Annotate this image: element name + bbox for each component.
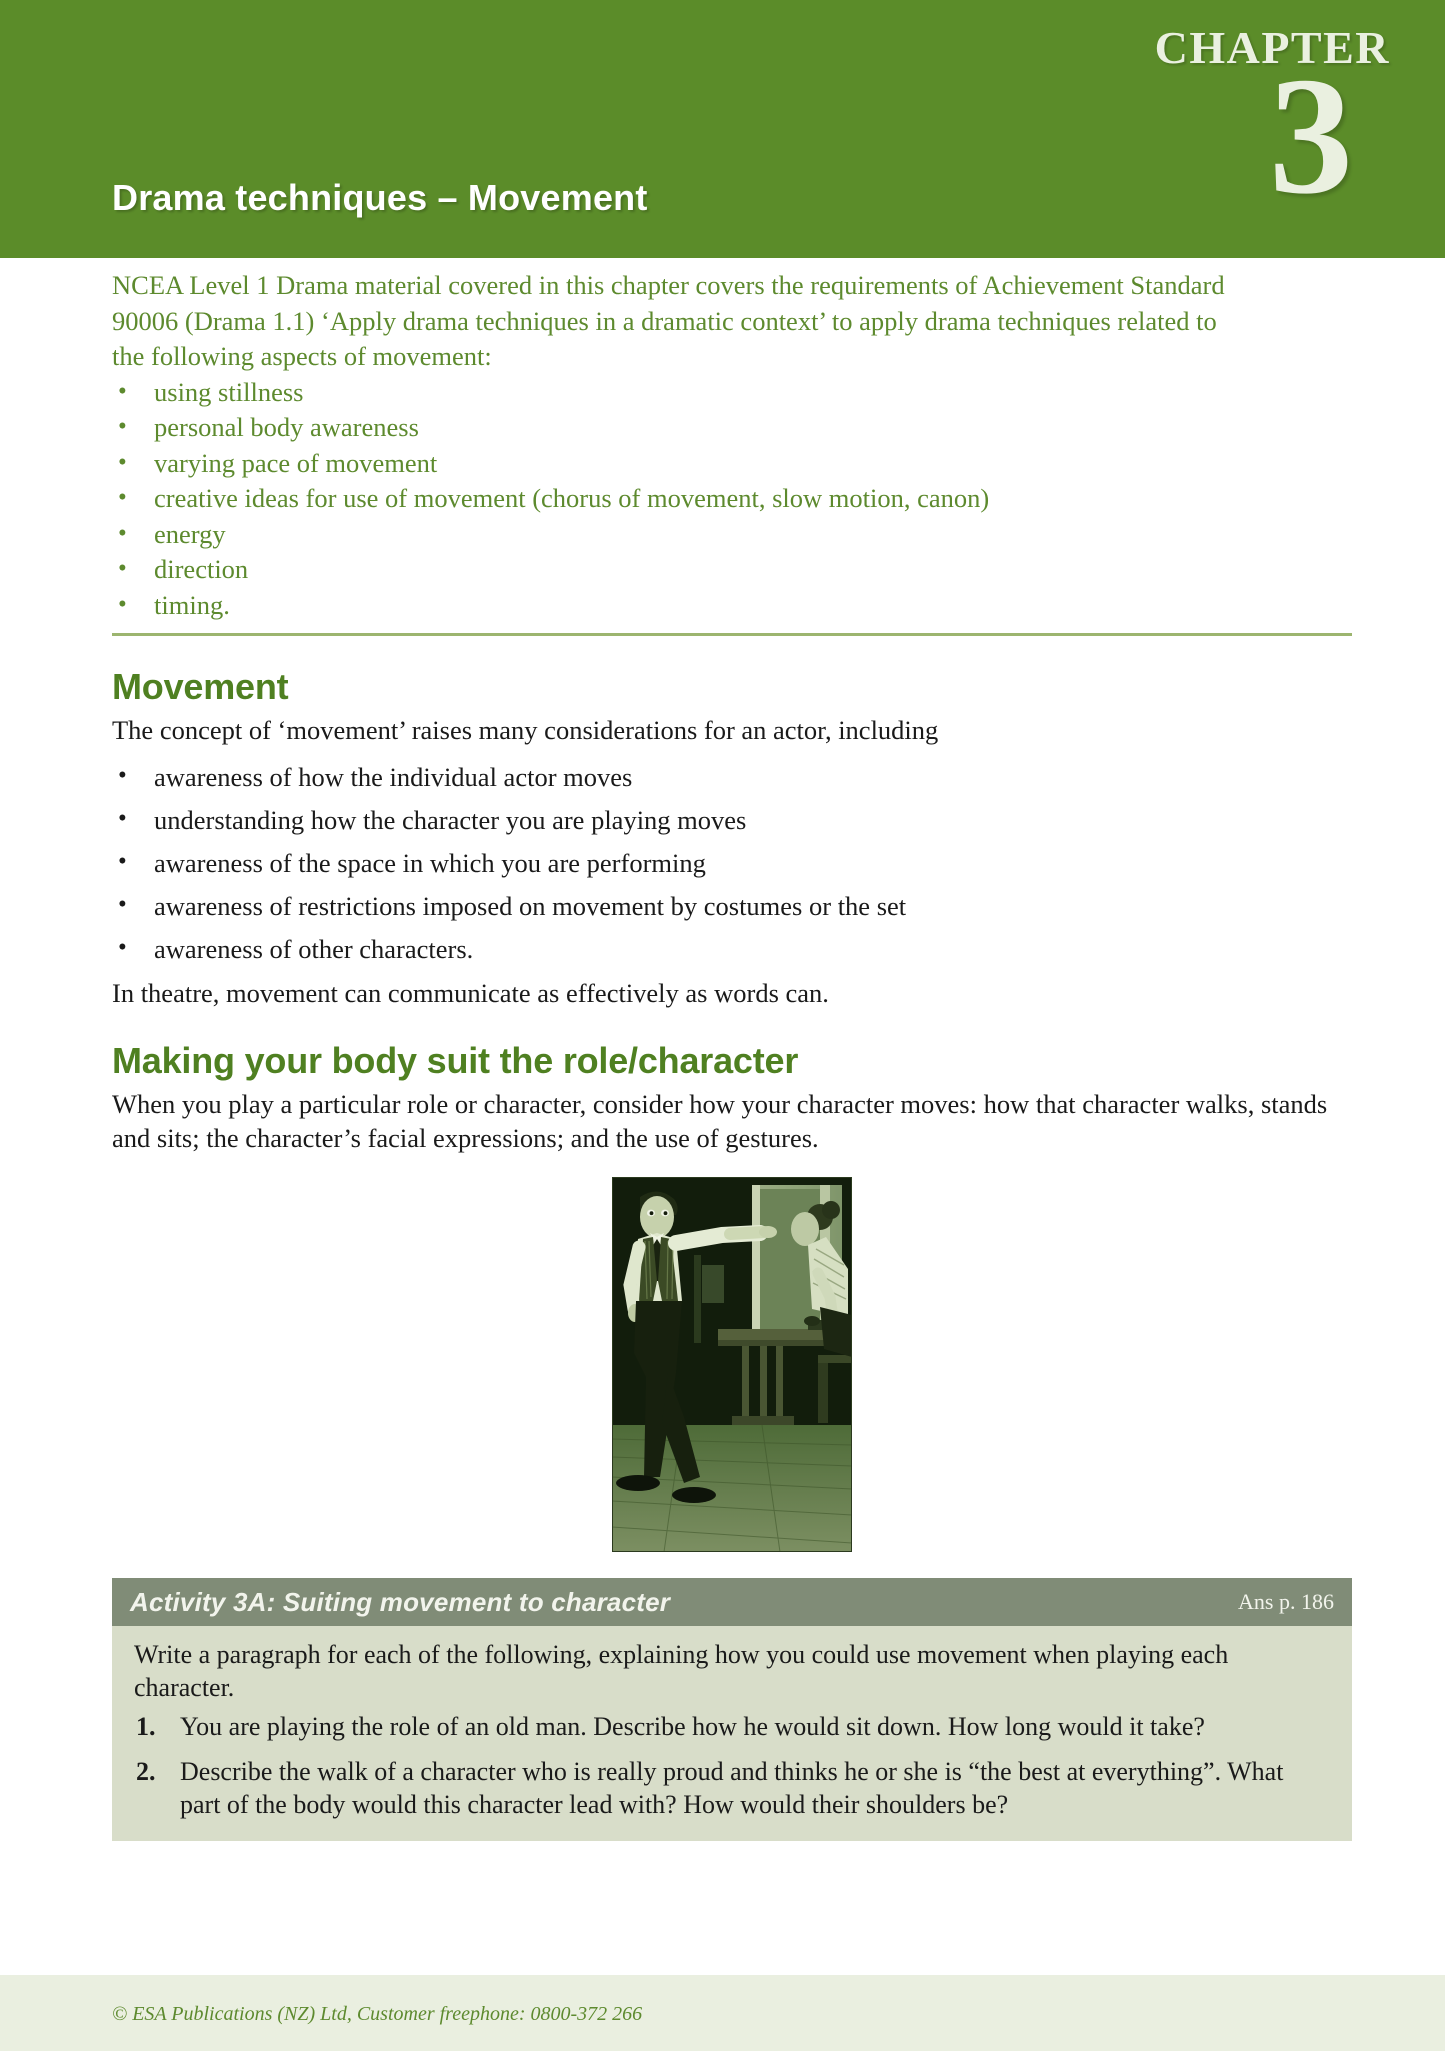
list-item: • awareness of the space in which you are performing [112,847,1352,880]
list-item: • awareness of restrictions imposed on movement by costumes or the set [112,890,1352,923]
movement-lead-paragraph: The concept of ‘movement’ raises many considerations for an actor, including [112,715,939,745]
page-footer [0,1975,1445,2051]
list-item: • direction [112,552,1352,588]
list-item: • awareness of how the individual actor moves [112,761,1352,794]
activity-question-list [134,1710,1330,1821]
stage-photo [612,1177,852,1552]
activity-body [112,1626,1352,1841]
activity-header [112,1578,1352,1626]
movement-closing-paragraph: In theatre, movement can communicate as effectively as words can. [112,978,829,1008]
chapter-label: CHAPTER [1154,22,1390,73]
list-item: • timing. [112,588,1352,624]
list-item: You are playing the role of an old man. Describe how he would sit down. How long would it take? [180,1712,1205,1741]
page-title: Drama techniques – Movement [112,177,648,218]
intro-bullet-list [112,375,1352,624]
movement-bullet-list [112,761,1352,966]
list-item: • personal body awareness [112,410,1352,446]
section-heading-body-role: Making your body suit the role/character [112,1040,799,1081]
section-divider [112,633,1352,636]
list-item: • using stillness [112,375,1352,411]
list-item: Describe the walk of a character who is really proud and thinks he or she is “the best at everything”. What part of the body would this character lead with? How would their shoulders be? [180,1757,1284,1819]
list-item: • awareness of other characters. [112,933,1352,966]
content-column [112,258,1352,1841]
activity-box [112,1578,1352,1841]
intro-paragraph: NCEA Level 1 Drama material covered in this chapter covers the requirements of Achievement Standard 90006 (Drama 1.1) ‘Apply drama techniques in a dramatic context’ to apply drama techniques related to the following aspects of movement: [112,270,1225,371]
chapter-number: 3 [1269,43,1353,229]
list-item: • varying pace of movement [112,446,1352,482]
section-heading-movement: Movement [112,666,289,707]
activity-instruction: Write a paragraph for each of the following, explaining how you could use movement when playing each character. [134,1640,1229,1702]
activity-answer-reference: Ans p. 186 [1238,1589,1334,1614]
stage-photo-image [612,1177,852,1552]
footer-copyright: © ESA Publications (NZ) Ltd, Customer freephone: 0800-372 266 [112,2003,643,2025]
body-role-paragraph: When you play a particular role or character, consider how your character moves: how that character walks, stands and sits; the character’s facial expressions; and the use of gestures. [112,1089,1328,1153]
list-item: • creative ideas for use of movement (chorus of movement, slow motion, canon) [112,481,1352,517]
activity-title: Activity 3A: Suiting movement to character [130,1586,671,1617]
chapter-intro [112,268,1352,623]
list-item: • understanding how the character you are playing moves [112,804,1352,837]
chapter-banner [0,0,1445,258]
list-item: • energy [112,517,1352,553]
